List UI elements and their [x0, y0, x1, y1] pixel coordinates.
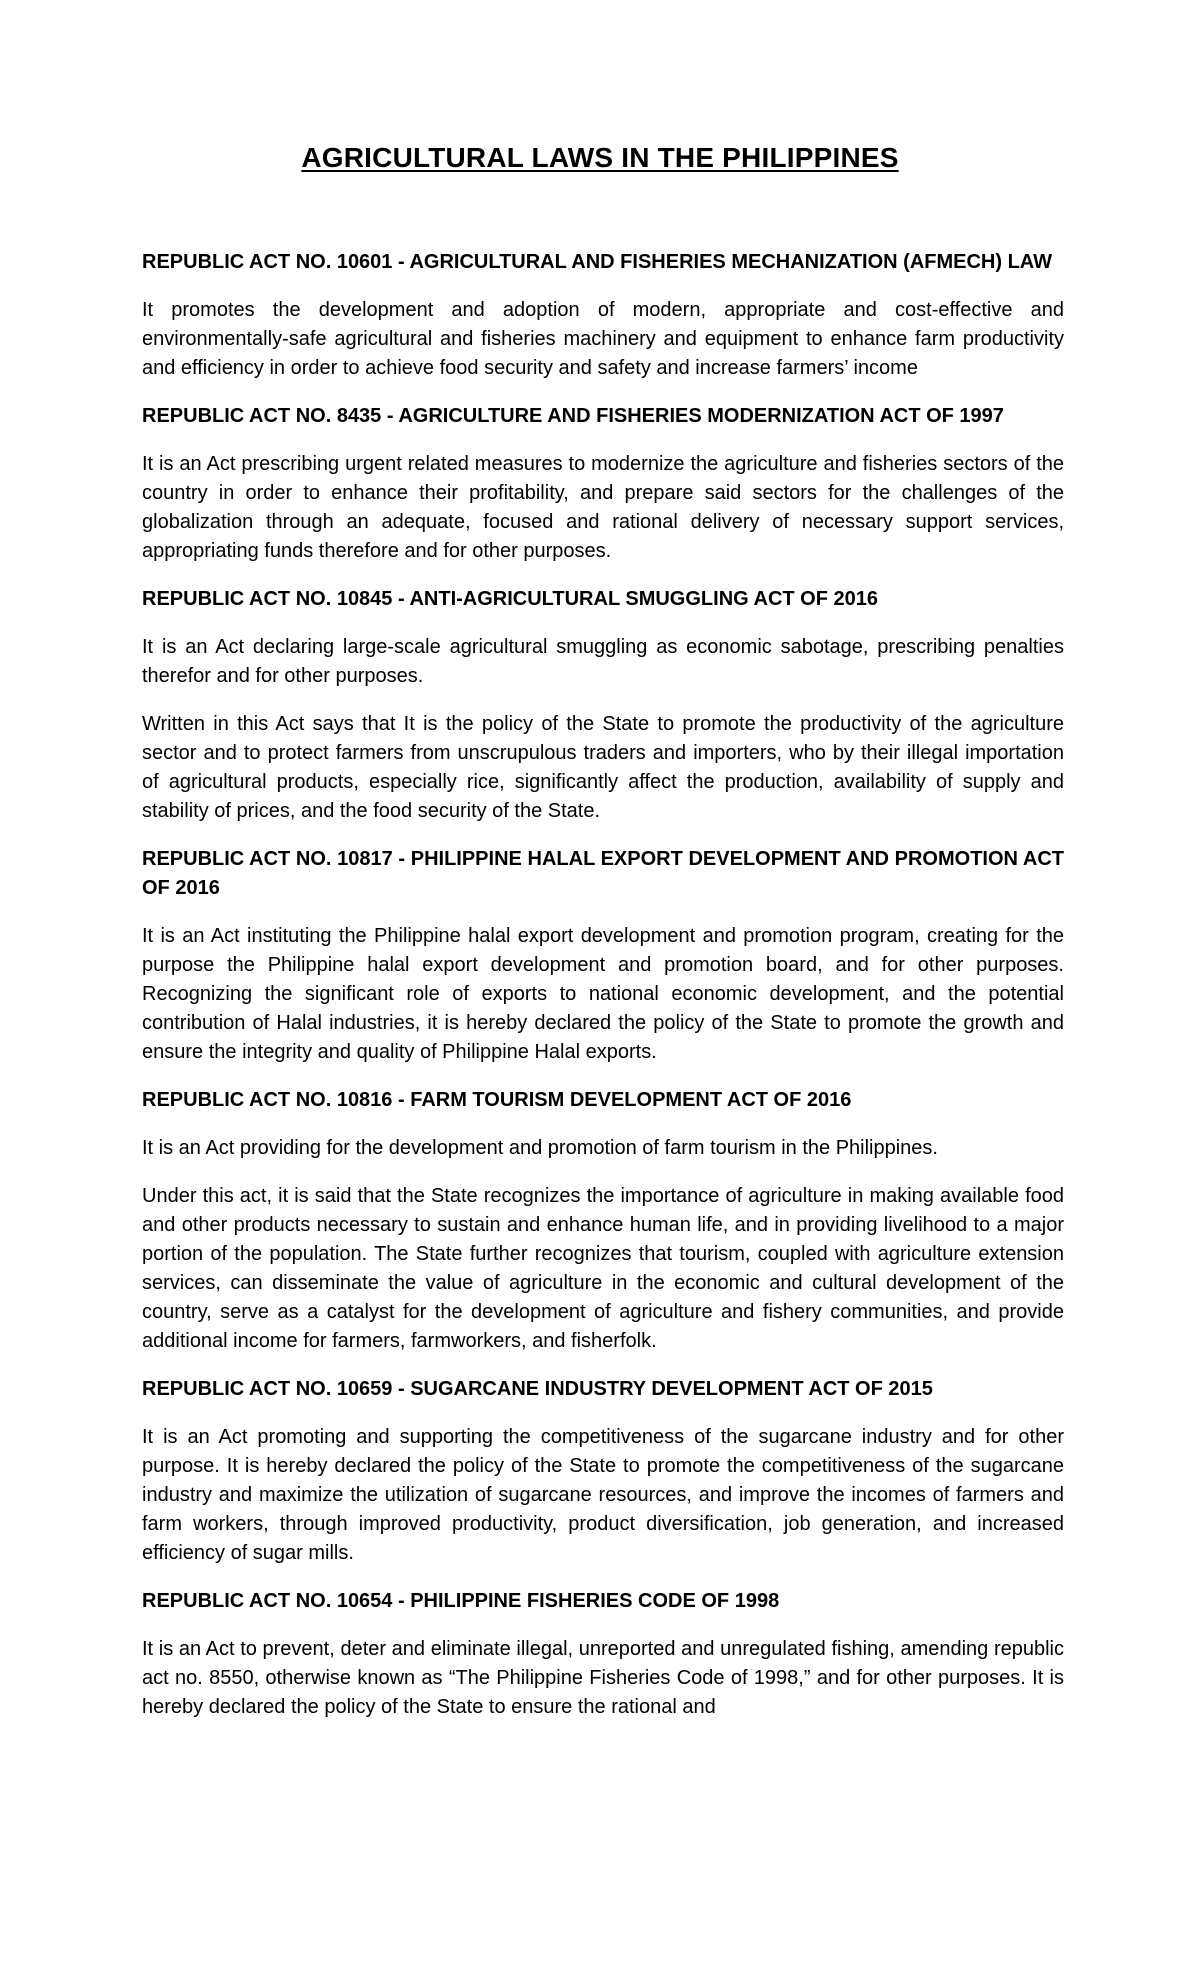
section-heading: REPUBLIC ACT NO. 10816 - FARM TOURISM DEVELOPMENT ACT OF 2016: [142, 1089, 852, 1111]
section-ra-10601: [142, 248, 1064, 383]
section-paragraph: It is an Act instituting the Philippine halal export development and promotion program, creating for the purpose the Philippine halal export development and promotion board, and for other purposes. Recognizing the significant role of exports to national economic development, and the potential contribution of Halal industries, it is hereby declared the policy of the State to promote the growth and ensure the integrity and quality of Philippine Halal exports.: [142, 925, 1064, 1063]
section-ra-10816: [142, 1086, 1064, 1356]
section-paragraph: It is an Act prescribing urgent related measures to modernize the agriculture and fisheries sectors of the country in order to enhance their profitability, and prepare said sectors for the challenges of the globalization through an adequate, focused and rational delivery of necessary support services, appropriating funds therefore and for other purposes.: [142, 453, 1064, 562]
section-heading: REPUBLIC ACT NO. 8435 - AGRICULTURE AND FISHERIES MODERNIZATION ACT OF 1997: [142, 405, 1004, 427]
section-ra-8435: [142, 402, 1064, 566]
section-heading: REPUBLIC ACT NO. 10654 - PHILIPPINE FISHERIES CODE OF 1998: [142, 1590, 780, 1612]
section-paragraph: Written in this Act says that It is the policy of the State to promote the productivity of the agriculture sector and to protect farmers from unscrupulous traders and importers, who by their illegal importation of agricultural products, especially rice, significantly affect the production, availability of supply and stability of prices, and the food security of the State.: [142, 713, 1064, 822]
section-heading: REPUBLIC ACT NO. 10659 - SUGARCANE INDUSTRY DEVELOPMENT ACT OF 2015: [142, 1378, 933, 1400]
section-paragraph: It is an Act promoting and supporting the competitiveness of the sugarcane industry and for other purpose. It is hereby declared the policy of the State to promote the competitiveness of the sugarcane industry and maximize the utilization of sugarcane resources, and improve the incomes of farmers and farm workers, through improved productivity, product diversification, job generation, and increased efficiency of sugar mills.: [142, 1426, 1064, 1564]
section-paragraph: Under this act, it is said that the State recognizes the importance of agriculture in making available food and other products necessary to sustain and enhance human life, and in providing livelihood to a major portion of the population. The State further recognizes that tourism, coupled with agriculture extension services, can disseminate the value of agriculture in the economic and cultural development of the country, serve as a catalyst for the development of agriculture and fishery communities, and provide additional income for farmers, farmworkers, and fisherfolk.: [142, 1185, 1064, 1352]
section-heading: REPUBLIC ACT NO. 10845 - ANTI-AGRICULTURAL SMUGGLING ACT OF 2016: [142, 588, 878, 610]
section-ra-10659: [142, 1375, 1064, 1568]
section-heading: REPUBLIC ACT NO. 10817 - PHILIPPINE HALAL EXPORT DEVELOPMENT AND PROMOTION ACT OF 2016: [142, 848, 1064, 899]
section-paragraph: It is an Act providing for the development and promotion of farm tourism in the Philippines.: [142, 1137, 938, 1159]
document-title: AGRICULTURAL LAWS IN THE PHILIPPINES: [301, 142, 899, 173]
section-ra-10654: [142, 1587, 1064, 1722]
section-heading: REPUBLIC ACT NO. 10601 - AGRICULTURAL AND FISHERIES MECHANIZATION (AFMECH) LAW: [142, 251, 1053, 273]
document-body: [142, 248, 1064, 1741]
section-ra-10817: [142, 845, 1064, 1067]
section-paragraph: It promotes the development and adoption of modern, appropriate and cost-effective and environmentally-safe agricultural and fisheries machinery and equipment to enhance farm productivity and efficiency in order to achieve food security and safety and increase farmers’ income: [142, 299, 1064, 379]
section-paragraph: It is an Act to prevent, deter and eliminate illegal, unreported and unregulated fishing, amending republic act no. 8550, otherwise known as “The Philippine Fisheries Code of 1998,” and for other purposes. It is hereby declared the policy of the State to ensure the rational and: [142, 1638, 1064, 1718]
section-ra-10845: [142, 585, 1064, 826]
section-paragraph: It is an Act declaring large-scale agricultural smuggling as economic sabotage, prescribing penalties therefor and for other purposes.: [142, 636, 1064, 687]
